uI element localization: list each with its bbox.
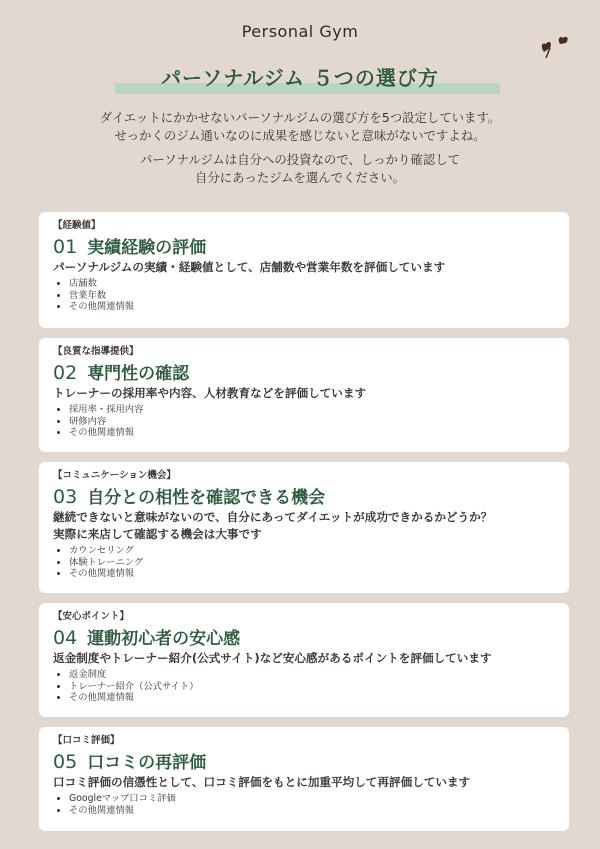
intro-line: せっかくのジム通いなのに成果を感じないと意味がないですよね。 bbox=[114, 128, 486, 143]
card-number: 04 bbox=[53, 627, 78, 649]
card-heading bbox=[53, 236, 555, 259]
list-item: • 返金制度 bbox=[69, 669, 555, 681]
card-item-list bbox=[53, 793, 555, 816]
criteria-card-expertise bbox=[39, 338, 569, 452]
list-item: • カウンセリング bbox=[69, 545, 555, 557]
list-item: • 研修内容 bbox=[69, 416, 555, 428]
card-description: トレーナーの採用率や内容、人材教育などを評価しています bbox=[53, 386, 367, 400]
criteria-card-reviews bbox=[39, 727, 569, 831]
card-number: 03 bbox=[53, 486, 78, 508]
card-title: 自分との相性を確認できる機会 bbox=[87, 488, 326, 508]
page-title: パーソナルジム ５つの選び方 bbox=[161, 66, 439, 90]
intro-paragraph-2 bbox=[0, 151, 600, 187]
list-item: • Googleマップ口コミ評価 bbox=[69, 793, 555, 805]
card-tag: 【良質な指導提供】 bbox=[53, 346, 139, 357]
list-item: • 営業年数 bbox=[69, 290, 555, 302]
intro-paragraph-1 bbox=[0, 109, 600, 145]
list-item: • その他関連情報 bbox=[69, 568, 555, 580]
card-heading bbox=[53, 627, 555, 650]
card-number: 02 bbox=[53, 362, 78, 384]
card-title: 運動初心者の安心感 bbox=[87, 629, 241, 649]
card-number: 01 bbox=[53, 236, 78, 258]
criteria-card-compatibility bbox=[39, 462, 569, 593]
list-item: • その他関連情報 bbox=[69, 805, 555, 817]
card-tag: 【安心ポイント】 bbox=[53, 611, 130, 622]
card-description: 返金制度やトレーナー紹介(公式サイト)など安心感があるポイントを評価しています bbox=[53, 651, 492, 665]
card-title: 実績経験の評価 bbox=[87, 238, 207, 258]
card-tag: 【コミュニケーション機会】 bbox=[53, 470, 176, 481]
intro-line: ダイエットにかかせないパーソナルジムの選び方を5つ設定しています。 bbox=[99, 110, 501, 125]
list-item: • 採用率・採用内容 bbox=[69, 404, 555, 416]
brand-logo: Personal Gym bbox=[241, 22, 359, 41]
card-item-list bbox=[53, 545, 555, 580]
card-description: 実際に来店して確認する機会は大事です bbox=[53, 527, 262, 541]
card-number: 05 bbox=[53, 751, 78, 773]
card-item-list bbox=[53, 278, 555, 313]
list-item: • 体験トレーニング bbox=[69, 557, 555, 569]
card-item-list bbox=[53, 669, 555, 704]
card-title: 口コミの再評価 bbox=[87, 753, 207, 773]
criteria-card-experience bbox=[39, 212, 569, 328]
list-item: • その他関連情報 bbox=[69, 427, 555, 439]
list-item: • トレーナー紹介（公式サイト） bbox=[69, 681, 555, 693]
criteria-card-safety bbox=[39, 603, 569, 717]
intro-line: パーソナルジムは自分への投資なので、しっかり確認して bbox=[140, 152, 460, 167]
intro-line: 自分にあったジムを選んでください。 bbox=[194, 170, 406, 185]
card-heading bbox=[53, 486, 555, 509]
card-description: パーソナルジムの実績・経験値として、店舗数や営業年数を評価しています bbox=[53, 260, 446, 274]
card-title: 専門性の確認 bbox=[87, 364, 190, 384]
card-tag: 【口コミ評価】 bbox=[53, 735, 120, 746]
card-description: 口コミ評価の信憑性として、口コミ評価をもとに加重平均して再評価しています bbox=[53, 775, 471, 789]
list-item: • その他関連情報 bbox=[69, 692, 555, 704]
list-item: • 店舗数 bbox=[69, 278, 555, 290]
card-description: 継続できないと意味がないので、自分にあってダイエットが成功できかるかどうか？ bbox=[53, 510, 493, 524]
list-item: • その他関連情報 bbox=[69, 301, 555, 313]
card-heading bbox=[53, 751, 555, 774]
card-item-list bbox=[53, 404, 555, 439]
card-heading bbox=[53, 362, 555, 385]
hearts-icon bbox=[538, 30, 578, 66]
card-tag: 【経験値】 bbox=[53, 220, 101, 231]
